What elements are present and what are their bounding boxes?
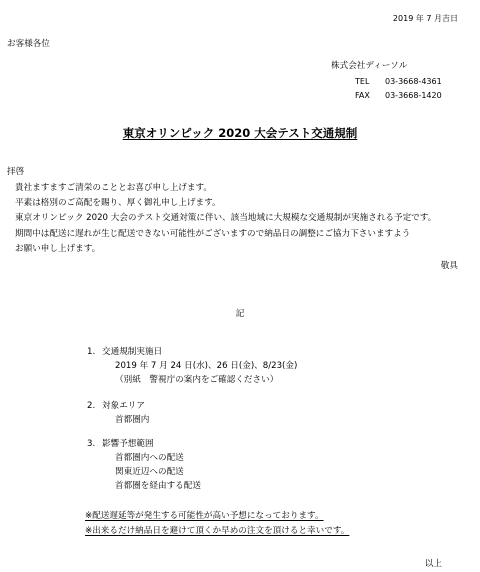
section-heading: 交通規制実施日	[102, 347, 163, 357]
section-line: 首都圏を経由する配送	[115, 481, 201, 491]
note-line: ※配送遅延等が発生する可能性が高い予想になっております。	[85, 511, 324, 521]
section-number: 3.	[87, 439, 96, 449]
recipient: お客様各位	[7, 39, 50, 49]
body-line: 期間中は配送に遅れが生じ配送できない可能性がございますので納品日の調整にご協力下さいますよう	[15, 229, 411, 239]
note-line: ※出来るだけ納品日を避けて頂くか早めの注文を頂けると幸いです。	[85, 526, 350, 536]
document-title: 東京オリンピック 2020 大会テスト交通規制	[122, 126, 358, 140]
section-line: 2019 年 7 月 24 日(水)、26 日(金)、8/23(金)	[115, 361, 298, 371]
section-heading: 対象エリア	[102, 401, 145, 411]
sender-tel-label: TEL	[355, 77, 370, 86]
sender-fax-label: FAX	[355, 91, 370, 100]
body-line: 貴社ますますご清栄のこととお喜び申し上げます。	[15, 183, 212, 193]
ki-marker: 記	[235, 309, 245, 319]
closing-keigu: 敬具	[440, 261, 458, 271]
section-line: （別紙 警視庁の案内をご確認ください）	[115, 375, 279, 385]
body-line: 平素は格別のご高配を賜り、厚く御礼申し上げます。	[15, 198, 221, 208]
end-marker: 以上	[424, 559, 442, 569]
section-line: 首都圏内	[115, 415, 150, 425]
section-line: 首都圏内への配送	[115, 453, 184, 463]
sender-company: 株式会社ディーソル	[331, 61, 408, 71]
section-number: 2.	[87, 401, 96, 411]
body-line: 東京オリンピック 2020 大会のテスト交通対策に伴い、該当地域に大規模な交通規制が実施される予定です。	[15, 213, 437, 223]
sender-tel: 03-3668-4361	[385, 77, 442, 86]
opening-greeting: 拝啓	[7, 167, 25, 177]
body-line: お願い申し上げます。	[15, 244, 101, 254]
section-line: 関東近辺への配送	[115, 467, 184, 477]
section-heading: 影響予想範囲	[102, 439, 154, 449]
document-date: 2019 年 7 月吉日	[392, 14, 458, 23]
sender-fax: 03-3668-1420	[385, 91, 442, 100]
section-number: 1.	[87, 347, 96, 357]
